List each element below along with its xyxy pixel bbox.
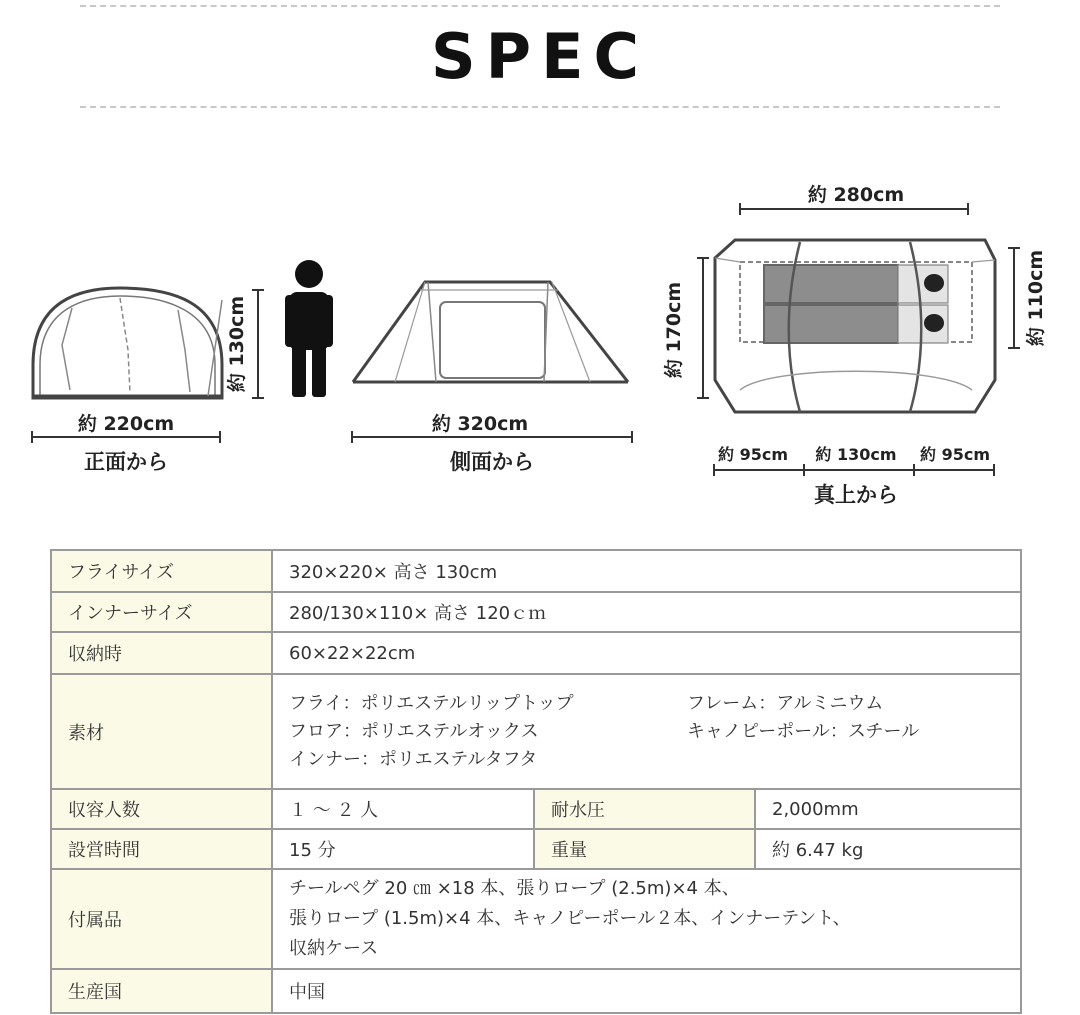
top-seg-left-label: 約 95cm bbox=[718, 445, 788, 464]
fly-size-label: フライサイズ bbox=[51, 550, 272, 592]
material-inner: インナー：ポリエステルタフタ bbox=[289, 748, 538, 770]
top-caption: 真上から bbox=[814, 483, 898, 507]
accessories-line: チールペグ 20 ㎝ ×18 本、張りロープ (2.5m)×4 本、 bbox=[289, 878, 740, 899]
front-width-label: 約 220cm bbox=[77, 413, 175, 435]
table-row bbox=[51, 632, 1021, 674]
top-left-height-label: 約 170cm bbox=[663, 281, 685, 379]
weight-value: 約 6.47 kg bbox=[755, 829, 1021, 869]
front-view bbox=[33, 288, 222, 398]
top-seg-right-label: 約 95cm bbox=[920, 445, 990, 464]
tent-diagram bbox=[0, 150, 1080, 520]
table-row bbox=[51, 674, 1021, 789]
capacity-label: 収容人数 bbox=[51, 789, 272, 829]
setup-time-value: 15 分 bbox=[272, 829, 534, 869]
material-floor: フロア：ポリエステルオックス bbox=[289, 720, 539, 742]
table-row bbox=[51, 550, 1021, 592]
material-label: 素材 bbox=[51, 674, 272, 789]
weight-label: 重量 bbox=[534, 829, 755, 869]
accessories-label: 付属品 bbox=[51, 869, 272, 969]
accessories-line: 収納ケース bbox=[289, 938, 379, 959]
table-row bbox=[51, 592, 1021, 632]
waterproof-value: 2,000mm bbox=[755, 789, 1021, 829]
table-row bbox=[51, 789, 1021, 829]
top-right-height-label: 約 110cm bbox=[1025, 249, 1047, 347]
front-height-line bbox=[252, 290, 264, 398]
top-divider bbox=[80, 5, 1000, 7]
top-width-label: 約 280cm bbox=[807, 184, 905, 206]
table-row bbox=[51, 969, 1021, 1013]
side-view bbox=[353, 282, 628, 382]
top-right-height-line bbox=[1008, 248, 1020, 348]
inner-size-value: 280/130×110× 高さ 120ｃｍ bbox=[272, 592, 1021, 632]
spec-table bbox=[50, 549, 1022, 1014]
material-fly: フライ：ポリエステルリップトップ bbox=[289, 692, 574, 714]
front-height-label: 約 130cm bbox=[226, 295, 248, 393]
packed-size-label: 収納時 bbox=[51, 632, 272, 674]
top-seg-center-label: 約 130cm bbox=[815, 445, 897, 464]
packed-size-value: 60×22×22cm bbox=[272, 632, 1021, 674]
side-caption: 側面から bbox=[450, 450, 534, 474]
setup-time-label: 設営時間 bbox=[51, 829, 272, 869]
waterproof-label: 耐水圧 bbox=[534, 789, 755, 829]
top-left-height-line bbox=[697, 258, 709, 398]
inner-size-label: インナーサイズ bbox=[51, 592, 272, 632]
title-divider bbox=[80, 106, 1000, 108]
table-row bbox=[51, 869, 1021, 969]
origin-value: 中国 bbox=[272, 969, 1021, 1013]
side-width-label: 約 320cm bbox=[431, 413, 529, 435]
origin-label: 生産国 bbox=[51, 969, 272, 1013]
material-canopy-pole: キャノピーポール：スチール bbox=[687, 720, 920, 742]
person-icon bbox=[285, 260, 333, 397]
accessories-line: 張りロープ (1.5m)×4 本、キャノピーポール２本、インナーテント、 bbox=[289, 908, 851, 929]
top-segment-line bbox=[714, 464, 994, 476]
table-row bbox=[51, 829, 1021, 869]
top-view bbox=[715, 240, 995, 412]
front-caption: 正面から bbox=[84, 450, 168, 474]
fly-size-value: 320×220× 高さ 130cm bbox=[272, 550, 1021, 592]
accessories-value bbox=[272, 869, 1021, 969]
material-frame: フレーム：アルミニウム bbox=[687, 692, 884, 714]
material-value bbox=[272, 674, 1021, 789]
capacity-value: １ ～ ２ 人 bbox=[272, 789, 534, 829]
page-title: SPEC bbox=[431, 20, 649, 93]
